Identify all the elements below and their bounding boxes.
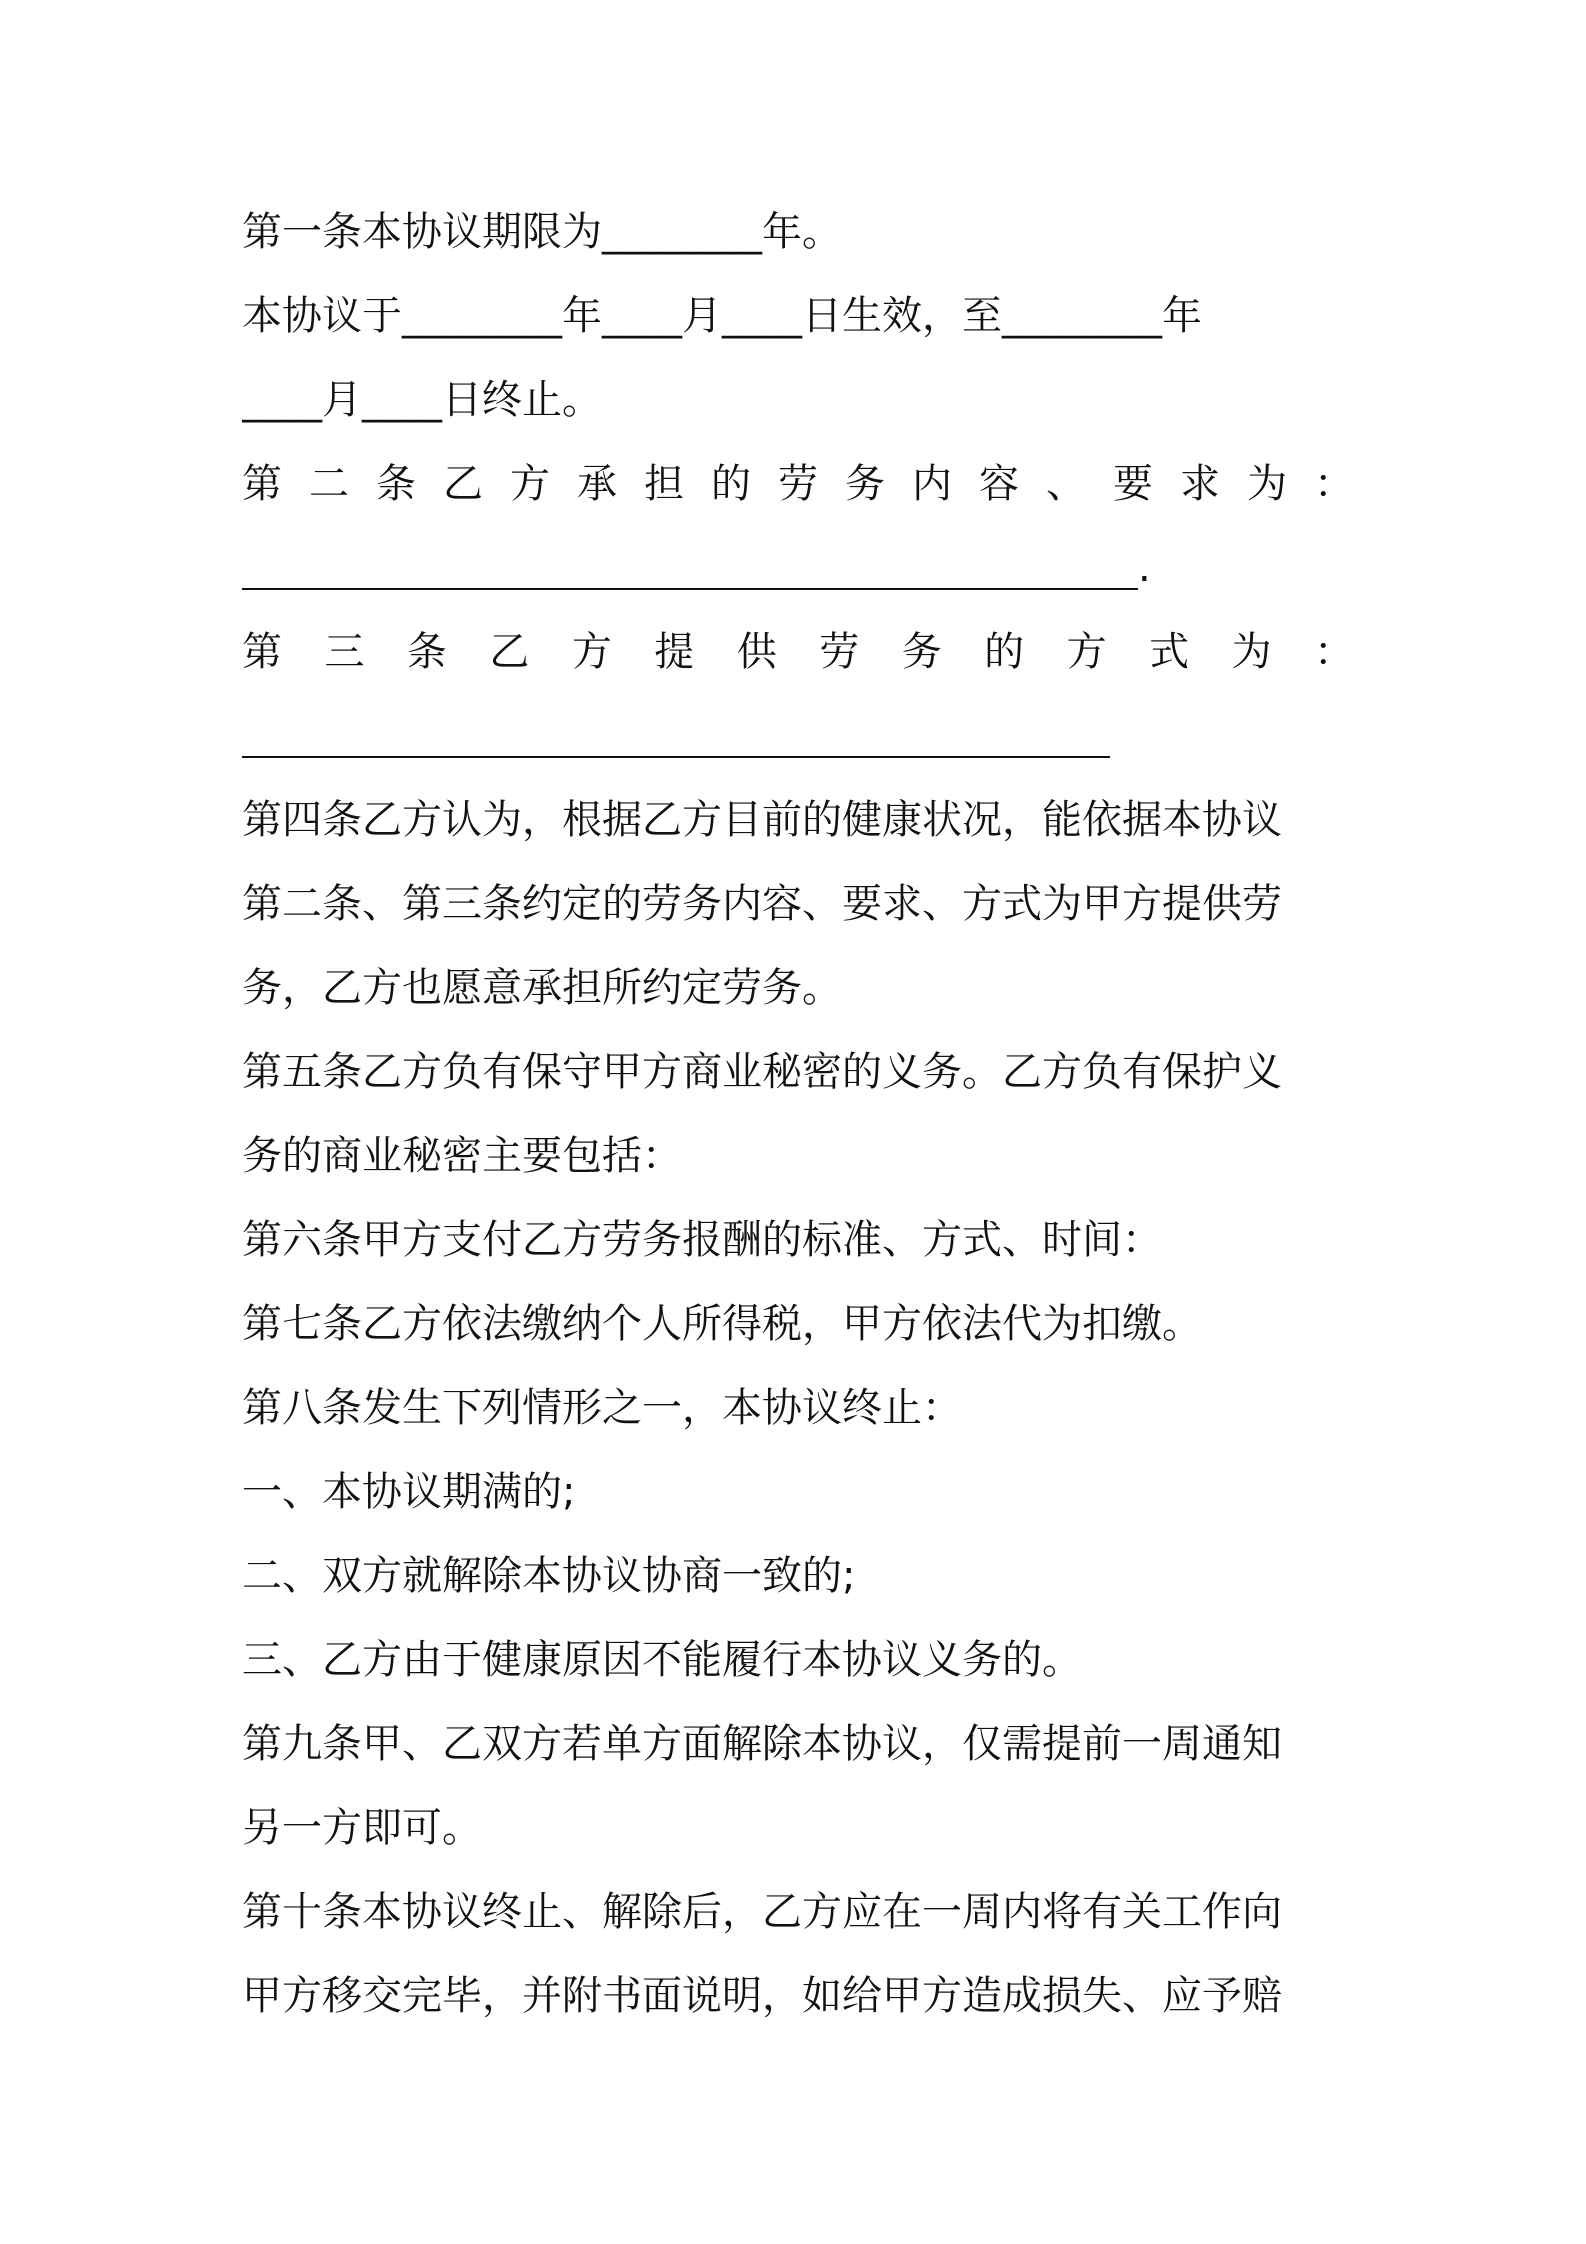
blank-line-period: . — [1138, 545, 1151, 591]
document-body — [242, 190, 1354, 2038]
clause-4-line-1: 第四条乙方认为，根据乙方目前的健康状况，能依据本协议 — [242, 797, 1282, 843]
clause-8-item-3: 三、乙方由于健康原因不能履行本协议义务的。 — [242, 1637, 1082, 1683]
clause-10-line-1: 第十条本协议终止、解除后，乙方应在一周内将有关工作向 — [242, 1889, 1282, 1935]
clause-2-heading: 第二条乙方承担的劳务内容、要求为： — [242, 461, 1354, 507]
clause-9-line-2: 另一方即可。 — [242, 1805, 482, 1851]
clause-1-end-date: ____月____日终止。 — [242, 377, 602, 423]
clause-7: 第七条乙方依法缴纳个人所得税，甲方依法代为扣缴。 — [242, 1301, 1202, 1347]
clause-9-line-1: 第九条甲、乙双方若单方面解除本协议，仅需提前一周通知 — [242, 1721, 1282, 1767]
fill-in-blank-line — [242, 694, 1110, 758]
clause-5-line-1: 第五条乙方负有保守甲方商业秘密的义务。乙方负有保护义 — [242, 1049, 1282, 1095]
clause-10-line-2: 甲方移交完毕，并附书面说明，如给甲方造成损失、应予赔 — [242, 1973, 1282, 2019]
clause-1-term: 第一条本协议期限为________年。 — [242, 209, 842, 255]
fill-in-blank-line — [242, 526, 1138, 590]
clause-3-blank-line — [242, 694, 1354, 778]
clause-6: 第六条甲方支付乙方劳务报酬的标准、方式、时间： — [242, 1217, 1162, 1263]
clause-4-line-3: 务，乙方也愿意承担所约定劳务。 — [242, 965, 842, 1011]
clause-8: 第八条发生下列情形之一，本协议终止： — [242, 1385, 962, 1431]
clause-8-item-2: 二、双方就解除本协议协商一致的; — [242, 1553, 856, 1599]
clause-3-heading: 第三条乙方提供劳务的方式为： — [242, 629, 1354, 675]
clause-2-blank-line — [242, 526, 1354, 610]
clause-4-line-2: 第二条、第三条约定的劳务内容、要求、方式为甲方提供劳 — [242, 881, 1282, 927]
clause-1-effective-date: 本协议于________年____月____日生效，至________年 — [242, 293, 1202, 339]
clause-5-line-2: 务的商业秘密主要包括： — [242, 1133, 682, 1179]
clause-8-item-1: 一、本协议期满的; — [242, 1469, 576, 1515]
